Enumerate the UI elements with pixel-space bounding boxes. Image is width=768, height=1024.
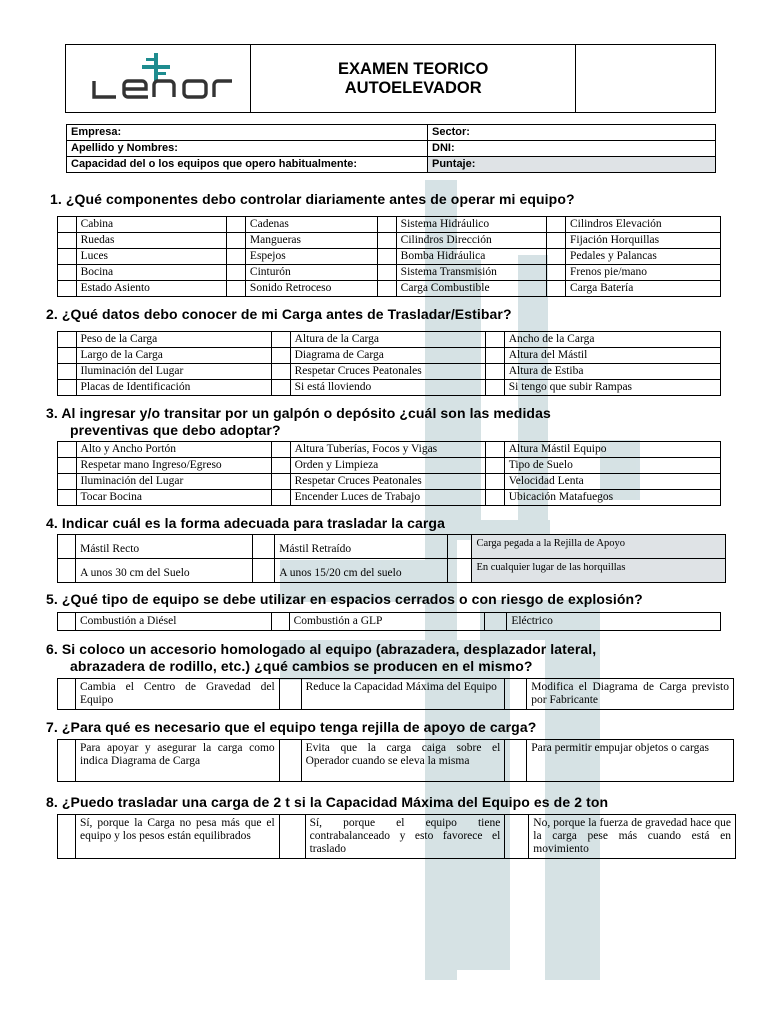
answer-checkbox[interactable] [272, 332, 291, 348]
option-label: A unos 30 cm del Suelo [76, 559, 253, 583]
option-label: Combustión a Diésel [75, 613, 271, 631]
answer-checkbox[interactable] [227, 281, 246, 297]
option-label: Tocar Bocina [76, 490, 272, 506]
answer-checkbox[interactable] [58, 458, 77, 474]
answer-checkbox[interactable] [58, 265, 77, 281]
option-label: En cualquier lugar de las horquillas [472, 559, 726, 583]
answer-checkbox[interactable] [486, 490, 505, 506]
option-label: Sí, porque la Carga no pesa más que el equipo y los pesos están equilibrados [75, 815, 279, 859]
option-label: Cinturón [245, 265, 377, 281]
answer-checkbox[interactable] [486, 458, 505, 474]
answer-checkbox[interactable] [58, 380, 77, 396]
answer-checkbox[interactable] [486, 442, 505, 458]
answer-checkbox[interactable] [58, 442, 77, 458]
table-row [58, 217, 721, 233]
q7-options-table [57, 739, 734, 782]
answer-checkbox[interactable] [272, 490, 291, 506]
table-row [58, 613, 721, 631]
question-4: 4. Indicar cuál es la forma adecuada para trasladar la carga [46, 515, 445, 531]
question-8: 8. ¿Puedo trasladar una carga de 2 t si la Capacidad Máxima del Equipo es de 2 ton [46, 794, 609, 810]
answer-checkbox[interactable] [378, 265, 397, 281]
option-label: Si está lloviendo [290, 380, 486, 396]
puntaje-label[interactable]: Puntaje: [428, 157, 716, 173]
option-label: Mangueras [245, 233, 377, 249]
option-label: Para permitir empujar objetos o cargas [527, 740, 734, 782]
option-label: Mástil Retraído [275, 535, 448, 559]
option-label: Altura de la Carga [290, 332, 486, 348]
answer-checkbox[interactable] [505, 740, 527, 782]
option-label: Frenos pie/mano [566, 265, 721, 281]
lenor-logo [66, 45, 249, 107]
q4-options-table [57, 534, 726, 583]
option-label: Si tengo que subir Rampas [504, 380, 720, 396]
answer-checkbox[interactable] [227, 249, 246, 265]
answer-checkbox[interactable] [227, 233, 246, 249]
answer-checkbox[interactable] [58, 233, 77, 249]
apellido-label[interactable]: Apellido y Nombres: [67, 141, 428, 157]
option-label: Bocina [76, 265, 227, 281]
answer-checkbox[interactable] [378, 233, 397, 249]
answer-checkbox[interactable] [272, 364, 291, 380]
option-label: Tipo de Suelo [504, 458, 720, 474]
table-row [58, 535, 726, 559]
answer-checkbox[interactable] [58, 559, 76, 583]
question-6-line1: 6. Si coloco un accesorio homologado al equipo (abrazadera, desplazador lateral, [46, 641, 597, 657]
table-row [58, 679, 734, 710]
answer-checkbox[interactable] [58, 348, 77, 364]
table-row [58, 281, 721, 297]
option-label: Alto y Ancho Portón [76, 442, 272, 458]
answer-checkbox[interactable] [448, 559, 472, 583]
answer-checkbox[interactable] [279, 740, 301, 782]
table-row [58, 815, 736, 859]
option-label: Altura Mástil Equipo [504, 442, 720, 458]
answer-checkbox[interactable] [272, 380, 291, 396]
option-label: Cabina [76, 217, 227, 233]
answer-checkbox[interactable] [253, 535, 275, 559]
option-label: Cadenas [245, 217, 377, 233]
answer-checkbox[interactable] [58, 332, 77, 348]
answer-checkbox[interactable] [378, 249, 397, 265]
option-label: Sistema Transmisión [396, 265, 547, 281]
option-label: A unos 15/20 cm del suelo [275, 559, 448, 583]
answer-checkbox[interactable] [485, 613, 507, 631]
option-label: Evita que la carga caiga sobre el Operador cuando se eleva la misma [301, 740, 505, 782]
table-row [58, 474, 721, 490]
option-label: Altura del Mástil [504, 348, 720, 364]
option-label: Placas de Identificación [76, 380, 272, 396]
title-line1: EXAMEN TEORICO [338, 59, 489, 78]
option-label: Altura Tuberías, Focos y Vigas [290, 442, 486, 458]
answer-checkbox[interactable] [272, 442, 291, 458]
table-row [58, 740, 734, 782]
answer-checkbox[interactable] [547, 233, 566, 249]
option-label: Iluminación del Lugar [76, 474, 272, 490]
empresa-label[interactable]: Empresa: [67, 125, 428, 141]
answer-checkbox[interactable] [272, 458, 291, 474]
answer-checkbox[interactable] [227, 265, 246, 281]
table-row [58, 364, 721, 380]
answer-checkbox[interactable] [253, 559, 275, 583]
option-label: Carga Combustible [396, 281, 547, 297]
option-label: Bomba Hidráulica [396, 249, 547, 265]
sector-label[interactable]: Sector: [428, 125, 716, 141]
table-row [58, 249, 721, 265]
option-label: Encender Luces de Trabajo [290, 490, 486, 506]
q3-options-table [57, 441, 721, 506]
capacidad-label[interactable]: Capacidad del o los equipos que opero habitualmente: [67, 157, 428, 173]
answer-checkbox[interactable] [547, 217, 566, 233]
answer-checkbox[interactable] [486, 380, 505, 396]
answer-checkbox[interactable] [58, 281, 77, 297]
question-6-line2: abrazadera de rodillo, etc.) ¿qué cambios se producen en el mismo? [70, 658, 533, 674]
answer-checkbox[interactable] [272, 348, 291, 364]
option-label: Pedales y Palancas [566, 249, 721, 265]
question-5: 5. ¿Qué tipo de equipo se debe utilizar en espacios cerrados o con riesgo de explosión? [46, 591, 643, 607]
option-label: Iluminación del Lugar [76, 364, 272, 380]
answer-checkbox[interactable] [547, 249, 566, 265]
option-label: Eléctrico [507, 613, 721, 631]
answer-checkbox[interactable] [486, 364, 505, 380]
table-row [58, 490, 721, 506]
answer-checkbox[interactable] [58, 474, 77, 490]
table-row [58, 233, 721, 249]
question-3-line1: 3. Al ingresar y/o transitar por un galpón o depósito ¿cuál son las medidas [46, 405, 551, 421]
table-row [58, 458, 721, 474]
answer-checkbox[interactable] [505, 815, 529, 859]
table-row [58, 380, 721, 396]
header-table [65, 44, 716, 113]
info-table [66, 124, 716, 173]
option-label: Reduce la Capacidad Máxima del Equipo [301, 679, 505, 710]
option-label: Altura de Estiba [504, 364, 720, 380]
option-label: Cilindros Elevación [566, 217, 721, 233]
q2-options-table [57, 331, 721, 396]
answer-checkbox[interactable] [279, 679, 301, 710]
answer-checkbox[interactable] [58, 490, 77, 506]
option-label: Carga Batería [566, 281, 721, 297]
option-label: Orden y Limpieza [290, 458, 486, 474]
answer-checkbox[interactable] [227, 217, 246, 233]
option-label: Diagrama de Carga [290, 348, 486, 364]
header-empty-cell [576, 45, 716, 113]
answer-checkbox[interactable] [58, 249, 77, 265]
q5-options-table [57, 612, 721, 631]
answer-checkbox[interactable] [58, 535, 76, 559]
answer-checkbox[interactable] [58, 217, 77, 233]
table-row [58, 442, 721, 458]
option-label: Luces [76, 249, 227, 265]
option-label: Para apoyar y asegurar la carga como indica Diagrama de Carga [75, 740, 279, 782]
option-label: Respetar Cruces Peatonales [290, 364, 486, 380]
option-label: Espejos [245, 249, 377, 265]
option-label: Mástil Recto [76, 535, 253, 559]
option-label: Largo de la Carga [76, 348, 272, 364]
option-label: Ruedas [76, 233, 227, 249]
option-label: Combustión a GLP [289, 613, 485, 631]
answer-checkbox[interactable] [271, 613, 289, 631]
question-1: 1. ¿Qué componentes debo controlar diariamente antes de operar mi equipo? [50, 191, 575, 207]
option-label: Sonido Retroceso [245, 281, 377, 297]
answer-checkbox[interactable] [378, 281, 397, 297]
answer-checkbox[interactable] [58, 815, 76, 859]
q1-options-table [57, 216, 721, 297]
option-label: Respetar mano Ingreso/Egreso [76, 458, 272, 474]
option-label: Peso de la Carga [76, 332, 272, 348]
answer-checkbox[interactable] [58, 613, 76, 631]
answer-checkbox[interactable] [547, 265, 566, 281]
answer-checkbox[interactable] [58, 740, 76, 782]
table-row [58, 348, 721, 364]
table-row [58, 265, 721, 281]
question-7: 7. ¿Para qué es necesario que el equipo tenga rejilla de apoyo de carga? [46, 719, 537, 735]
answer-checkbox[interactable] [58, 364, 77, 380]
option-label: Carga pegada a la Rejilla de Apoyo [472, 535, 726, 559]
table-row [58, 332, 721, 348]
option-label: Respetar Cruces Peatonales [290, 474, 486, 490]
option-label: Cambia el Centro de Gravedad del Equipo [75, 679, 279, 710]
answer-checkbox[interactable] [448, 535, 472, 559]
title-line2: AUTOELEVADOR [344, 78, 482, 97]
option-label: Cilindros Dirección [396, 233, 547, 249]
q8-options-table [57, 814, 736, 859]
option-label: Ubicación Matafuegos [504, 490, 720, 506]
answer-checkbox[interactable] [505, 679, 527, 710]
answer-checkbox[interactable] [486, 474, 505, 490]
question-3-line2: preventivas que debo adoptar? [70, 422, 281, 438]
option-label: Sí, porque el equipo tiene contrabalanceado y esto favorece el traslado [305, 815, 505, 859]
answer-checkbox[interactable] [272, 474, 291, 490]
option-label: Ancho de la Carga [504, 332, 720, 348]
title-cell [250, 45, 575, 113]
answer-checkbox[interactable] [486, 348, 505, 364]
option-label: Fijación Horquillas [566, 233, 721, 249]
option-label: Sistema Hidráulico [396, 217, 547, 233]
answer-checkbox[interactable] [279, 815, 305, 859]
q6-options-table [57, 678, 734, 710]
answer-checkbox[interactable] [547, 281, 566, 297]
option-label: Estado Asiento [76, 281, 227, 297]
option-label: Velocidad Lenta [504, 474, 720, 490]
dni-label[interactable]: DNI: [428, 141, 716, 157]
answer-checkbox[interactable] [58, 679, 76, 710]
answer-checkbox[interactable] [486, 332, 505, 348]
answer-checkbox[interactable] [378, 217, 397, 233]
option-label: No, porque la fuerza de gravedad hace que la carga pese más cuando está en movimiento [529, 815, 736, 859]
table-row [58, 559, 726, 583]
logo-cell [66, 45, 251, 113]
option-label: Modifica el Diagrama de Carga previsto por Fabricante [527, 679, 734, 710]
question-2: 2. ¿Qué datos debo conocer de mi Carga antes de Trasladar/Estibar? [46, 306, 512, 322]
